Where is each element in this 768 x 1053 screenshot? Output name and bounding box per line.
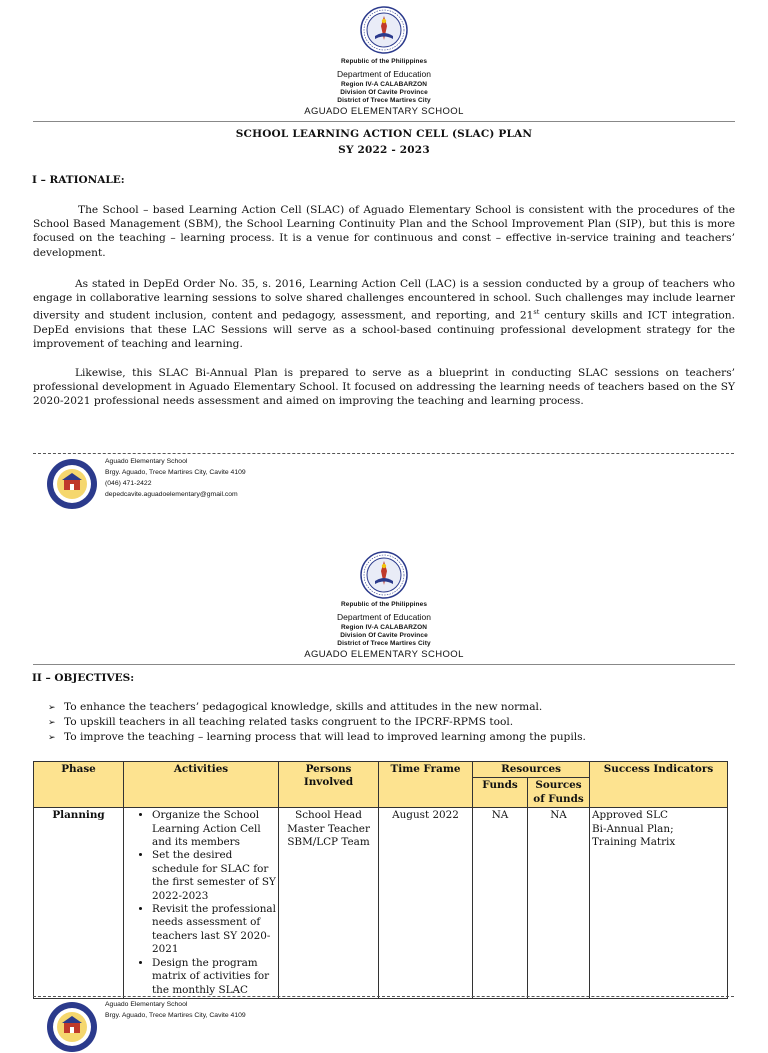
indicator-entry: Bi-Annual Plan; — [592, 822, 674, 835]
header-department: Department of Education — [336, 69, 432, 79]
cell-sources: NA — [528, 808, 590, 999]
school-logo-icon — [46, 1001, 98, 1053]
header-school-name: AGUADO ELEMENTARY SCHOOL — [304, 649, 464, 660]
rationale-paragraph-3: Likewise, this SLAC Bi-Annual Plan is prepared to serve as a blueprint in conducting SLAC sessions on teachers’ professional development in Aguado Elementary School. It focused on addressing the learning needs of teachers based on the SY 2020-2021 professional needs assessment and aimed on improving the teaching and learning process. — [33, 367, 735, 408]
footer-divider — [33, 996, 734, 997]
header-republic: Republic of the Philippines — [340, 601, 428, 608]
footer-email: depedcavite.aguadoelementary@gmail.com — [105, 491, 238, 498]
person-entry: SBM/LCP Team — [287, 836, 370, 849]
table-row — [34, 808, 728, 999]
column-header-sources: Sources of Funds — [528, 778, 590, 808]
cell-phase: Planning — [34, 808, 124, 999]
objective-text: To enhance the teachers’ pedagogical knowledge, skills and attitudes in the new normal. — [64, 701, 543, 713]
cell-success-indicators — [590, 808, 728, 999]
list-item: • Design the program matrix of activities for the monthly SLAC — [152, 957, 276, 997]
footer-school-name: Aguado Elementary School — [105, 458, 188, 465]
header-divider — [33, 121, 735, 122]
objective-text: To upskill teachers in all teaching related tasks congruent to the IPCRF-RPMS tool. — [64, 716, 514, 728]
header-district: District of Trece Martires City — [337, 640, 431, 647]
objective-item — [48, 716, 513, 728]
cell-funds: NA — [473, 808, 528, 999]
slac-plan-table — [33, 761, 728, 999]
list-item: • Set the desired schedule for SLAC for the first semester of SY 2022-2023 — [152, 849, 276, 903]
cell-persons — [279, 808, 379, 999]
activities-list — [126, 809, 276, 997]
arrow-bullet-icon: ➢ — [48, 733, 56, 743]
cell-activities — [124, 808, 279, 999]
footer-address: Brgy. Aguado, Trece Martires City, Cavite 4109 — [105, 469, 246, 476]
school-logo-icon — [46, 458, 98, 510]
deped-seal-icon — [360, 551, 408, 599]
footer-contact — [105, 999, 246, 1021]
list-item: • Organize the School Learning Action Cell and its members — [152, 809, 276, 849]
header-school-name: AGUADO ELEMENTARY SCHOOL — [304, 106, 464, 117]
arrow-bullet-icon: ➢ — [48, 703, 56, 713]
document-title: SCHOOL LEARNING ACTION CELL (SLAC) PLAN — [235, 128, 533, 140]
header-republic: Republic of the Philippines — [340, 58, 428, 65]
column-header-time-frame: Time Frame — [379, 762, 473, 808]
rationale-paragraph-2-text: As stated in DepEd Order No. 35, s. 2016, Learning Action Cell (LAC) is a session conducted by a group of teachers who engage in collaborative learning sessions to solve shared challenges encountered in school. Such challenges may include learner diversity and student inclusion, content and pedagogy, assessment, and reporting, and 21 — [33, 278, 735, 322]
footer-address: Brgy. Aguado, Trece Martires City, Cavite 4109 — [105, 1012, 246, 1019]
footer-phone: (046) 471-2422 — [105, 480, 152, 487]
header-division: Division Of Cavite Province — [340, 89, 428, 96]
rationale-heading: I – RATIONALE: — [32, 174, 125, 186]
column-header-funds: Funds — [473, 778, 528, 808]
list-item: • Revisit the professional needs assessment of teachers last SY 2020-2021 — [152, 903, 276, 957]
indicator-entry: Training Matrix — [592, 836, 676, 849]
footer-divider — [33, 453, 734, 454]
header-region: Region IV-A CALABARZON — [340, 624, 428, 631]
objective-item — [48, 731, 586, 743]
person-entry: School Head — [295, 809, 362, 822]
column-header-resources: Resources — [473, 762, 590, 778]
footer-school-name: Aguado Elementary School — [105, 1001, 188, 1008]
rationale-paragraph-2-text-end: century skills and ICT integration. DepEd envisions that these LAC Sessions will serve as a school-based continuing professional development strategy for the improvement of teaching and learning. — [33, 309, 735, 351]
deped-seal-icon — [360, 6, 408, 54]
person-entry: Master Teacher — [287, 822, 370, 835]
footer-contact — [105, 456, 246, 500]
cell-time-frame: August 2022 — [379, 808, 473, 999]
header-district: District of Trece Martires City — [337, 97, 431, 104]
objective-item — [48, 701, 542, 713]
rationale-paragraph-2 — [33, 277, 735, 352]
document-school-year: SY 2022 - 2023 — [338, 144, 430, 156]
column-header-activities: Activities — [124, 762, 279, 808]
header-division: Division Of Cavite Province — [340, 632, 428, 639]
column-header-phase: Phase — [34, 762, 124, 808]
header-department: Department of Education — [336, 612, 432, 622]
header-region: Region IV-A CALABARZON — [340, 81, 428, 88]
column-header-success-indicators: Success Indicators — [590, 762, 728, 808]
objectives-heading: II – OBJECTIVES: — [32, 672, 135, 684]
objective-text: To improve the teaching – learning process that will lead to improved learning among the pupils. — [64, 731, 586, 743]
rationale-paragraph-1: The School – based Learning Action Cell (SLAC) of Aguado Elementary School is consistent with the procedures of the School Based Management (SBM), the School Learning Continuity Plan and the School Improvement Plan (SIP), but this is more focused on the teaching – learning process. It is a venue for continuous and const – effective in-service training and teachers’ development. — [33, 204, 735, 259]
header-divider — [33, 664, 735, 665]
arrow-bullet-icon: ➢ — [48, 718, 56, 728]
superscript-st: st — [533, 308, 540, 317]
indicator-entry: Approved SLC — [592, 809, 668, 822]
column-header-persons: Persons Involved — [279, 762, 379, 808]
